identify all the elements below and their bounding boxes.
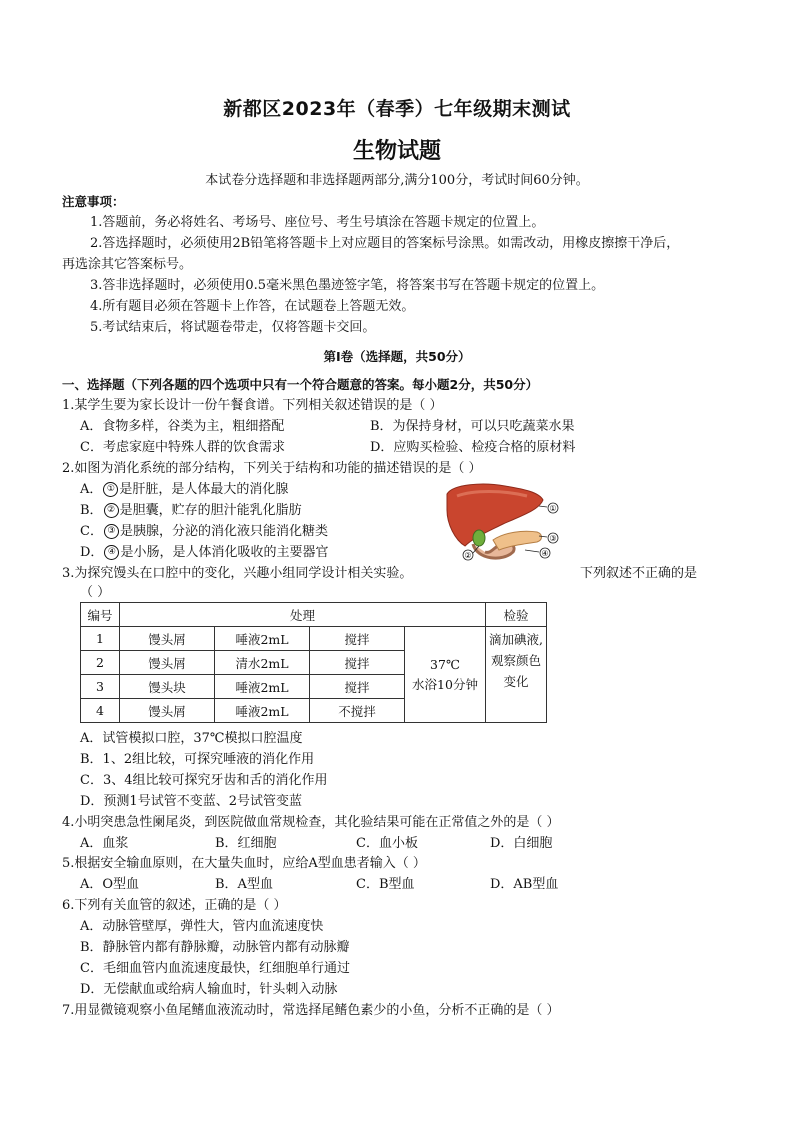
circle-label-4: ④	[104, 545, 119, 560]
digestive-system-illustration	[443, 480, 573, 564]
q4-stem: 4.小明突患急性阑尾炎，到医院做血常规检查，其化验结果可能在正常值之外的是（ ）	[62, 815, 560, 830]
test-line-3: 变化	[503, 674, 529, 689]
header-id: 编号	[81, 603, 120, 627]
test-cell	[486, 627, 547, 723]
q5-option-a: A．O型血	[80, 877, 140, 892]
row-stir: 搅拌	[310, 651, 405, 675]
row-liquid: 清水2mL	[215, 651, 310, 675]
q3-stem-right: 下列叙述不正确的是	[580, 566, 698, 581]
circle-label-2: ②	[104, 503, 119, 518]
q3-option-b: B．1、2组比较，可探究唾液的消化作用	[80, 752, 315, 767]
table-row	[81, 627, 547, 651]
subject-title: 生物试题	[352, 139, 441, 164]
row-stir: 搅拌	[310, 675, 405, 699]
note-2b: 再选涂其它答案标号。	[62, 257, 193, 272]
experiment-table	[80, 602, 547, 723]
diagram-label-4: ④	[541, 549, 549, 558]
exam-title: 新都区2023年（春季）七年级期末测试	[223, 98, 571, 120]
diagram-label-2: ②	[464, 551, 472, 560]
q2-option-b: B． ② 是胆囊，贮存的胆汁能乳化脂肪	[80, 503, 302, 518]
row-stir: 搅拌	[310, 627, 405, 651]
header-process: 处理	[120, 603, 486, 627]
q5-option-c: C．B型血	[356, 877, 415, 892]
bath-duration: 水浴10分钟	[412, 676, 478, 692]
water-bath-cell	[405, 627, 486, 723]
q4-option-c: C．血小板	[356, 836, 418, 851]
q2-option-b-text: 是胆囊，贮存的胆汁能乳化脂肪	[119, 503, 302, 518]
table-header-row	[81, 603, 547, 627]
diagram-label-1: ①	[549, 504, 557, 513]
q4-option-d: D．白细胞	[490, 836, 553, 851]
q1-option-b: B．为保持身材，可以只吃蔬菜水果	[370, 419, 575, 434]
q6-option-d: D．无偿献血或给病人输血时，针头刺入动脉	[80, 982, 338, 997]
row-id: 4	[81, 699, 120, 723]
note-3: 3.答非选择题时，必须使用0.5毫米黑色墨迹签字笔，将答案书写在答题卡规定的位置上。	[90, 278, 605, 293]
row-liquid: 唾液2mL	[215, 675, 310, 699]
q2-option-c-text: 是胰腺，分泌的消化液只能消化糖类	[119, 524, 328, 539]
row-id: 3	[81, 675, 120, 699]
row-food: 馒头块	[120, 675, 215, 699]
section-instruction: 一、选择题（下列各题的四个选项中只有一个符合题意的答案。每小题2分，共50分）	[62, 377, 539, 392]
note-2a: 2.答选择题时，必须使用2B铅笔将答题卡上对应题目的答案标号涂黑。如需改动，用橡皮擦擦干净后，	[90, 236, 680, 251]
diagram-label-3: ③	[549, 534, 557, 543]
q5-stem: 5.根据安全输血原则，在大量失血时，应给A型血患者输入（ ）	[62, 856, 426, 871]
row-id: 1	[81, 627, 120, 651]
q2-option-a: A． ① 是肝脏，是人体最大的消化腺	[80, 482, 289, 497]
note-1: 1.答题前，务必将姓名、考场号、座位号、考生号填涂在答题卡规定的位置上。	[90, 215, 545, 230]
row-food: 馒头屑	[120, 627, 215, 651]
q3-option-c: C．3、4组比较可探究牙齿和舌的消化作用	[80, 773, 328, 788]
row-liquid: 唾液2mL	[215, 699, 310, 723]
q1-option-d: D．应购买检验、检疫合格的原材料	[370, 440, 576, 455]
circle-label-1: ①	[103, 482, 118, 497]
note-4: 4.所有题目必须在答题卡上作答，在试题卷上答题无效。	[90, 299, 415, 314]
note-5: 5.考试结束后，将试题卷带走，仅将答题卡交回。	[90, 320, 376, 335]
gallbladder-shape	[473, 530, 485, 546]
circle-label-3: ③	[104, 524, 119, 539]
pancreas-shape	[493, 531, 542, 550]
bath-temp: 37℃	[430, 656, 460, 672]
q4-option-b: B．红细胞	[215, 836, 277, 851]
row-stir: 不搅拌	[310, 699, 405, 723]
q2-option-a-text: 是肝脏，是人体最大的消化腺	[119, 482, 289, 497]
test-line-2: 观察颜色	[490, 653, 541, 668]
q2-option-c: C． ③ 是胰腺，分泌的消化液只能消化糖类	[80, 524, 328, 539]
q5-option-d: D．AB型血	[490, 877, 559, 892]
q6-option-c: C．毛细血管内血流速度最快，红细胞单行通过	[80, 961, 350, 976]
q6-option-a: A．动脉管壁厚，弹性大，管内血流速度快	[80, 919, 324, 934]
q3-stem-paren: （ ）	[80, 585, 111, 600]
header-test: 检验	[486, 603, 547, 627]
q5-option-b: B．A型血	[215, 877, 273, 892]
row-food: 馒头屑	[120, 651, 215, 675]
section-title: 第Ⅰ卷（选择题，共50分）	[323, 349, 471, 364]
q3-stem: 3.为探究馒头在口腔中的变化，兴趣小组同学设计相关实验。	[62, 566, 413, 581]
exam-intro: 本试卷分选择题和非选择题两部分,满分100分，考试时间60分钟。	[205, 173, 589, 188]
q3-option-a: A．试管模拟口腔，37℃模拟口腔温度	[80, 731, 303, 746]
row-liquid: 唾液2mL	[215, 627, 310, 651]
q2-option-d: D． ④ 是小肠，是人体消化吸收的主要器官	[80, 545, 329, 560]
q2-stem: 2.如图为消化系统的部分结构，下列关于结构和功能的描述错误的是（ ）	[62, 461, 482, 476]
q1-option-c: C．考虑家庭中特殊人群的饮食需求	[80, 440, 285, 455]
q1-stem: 1.某学生要为家长设计一份午餐食谱。下列相关叙述错误的是（ ）	[62, 398, 443, 413]
notes-heading: 注意事项：	[62, 194, 125, 209]
row-food: 馒头屑	[120, 699, 215, 723]
row-id: 2	[81, 651, 120, 675]
q6-stem: 6.下列有关血管的叙述，正确的是（ ）	[62, 898, 287, 913]
q1-option-a: A．食物多样，谷类为主，粗细搭配	[80, 419, 285, 434]
q7-stem: 7.用显微镜观察小鱼尾鳍血液流动时，常选择尾鳍色素少的小鱼，分析不正确的是（ ）	[62, 1003, 560, 1018]
q6-option-b: B．静脉管内都有静脉瓣，动脉管内都有动脉瓣	[80, 940, 350, 955]
q3-option-d: D．预测1号试管不变蓝、2号试管变蓝	[80, 794, 302, 809]
q4-option-a: A．血浆	[80, 836, 129, 851]
test-line-1: 滴加碘液,	[489, 632, 543, 647]
q2-option-d-text: 是小肠，是人体消化吸收的主要器官	[120, 545, 329, 560]
